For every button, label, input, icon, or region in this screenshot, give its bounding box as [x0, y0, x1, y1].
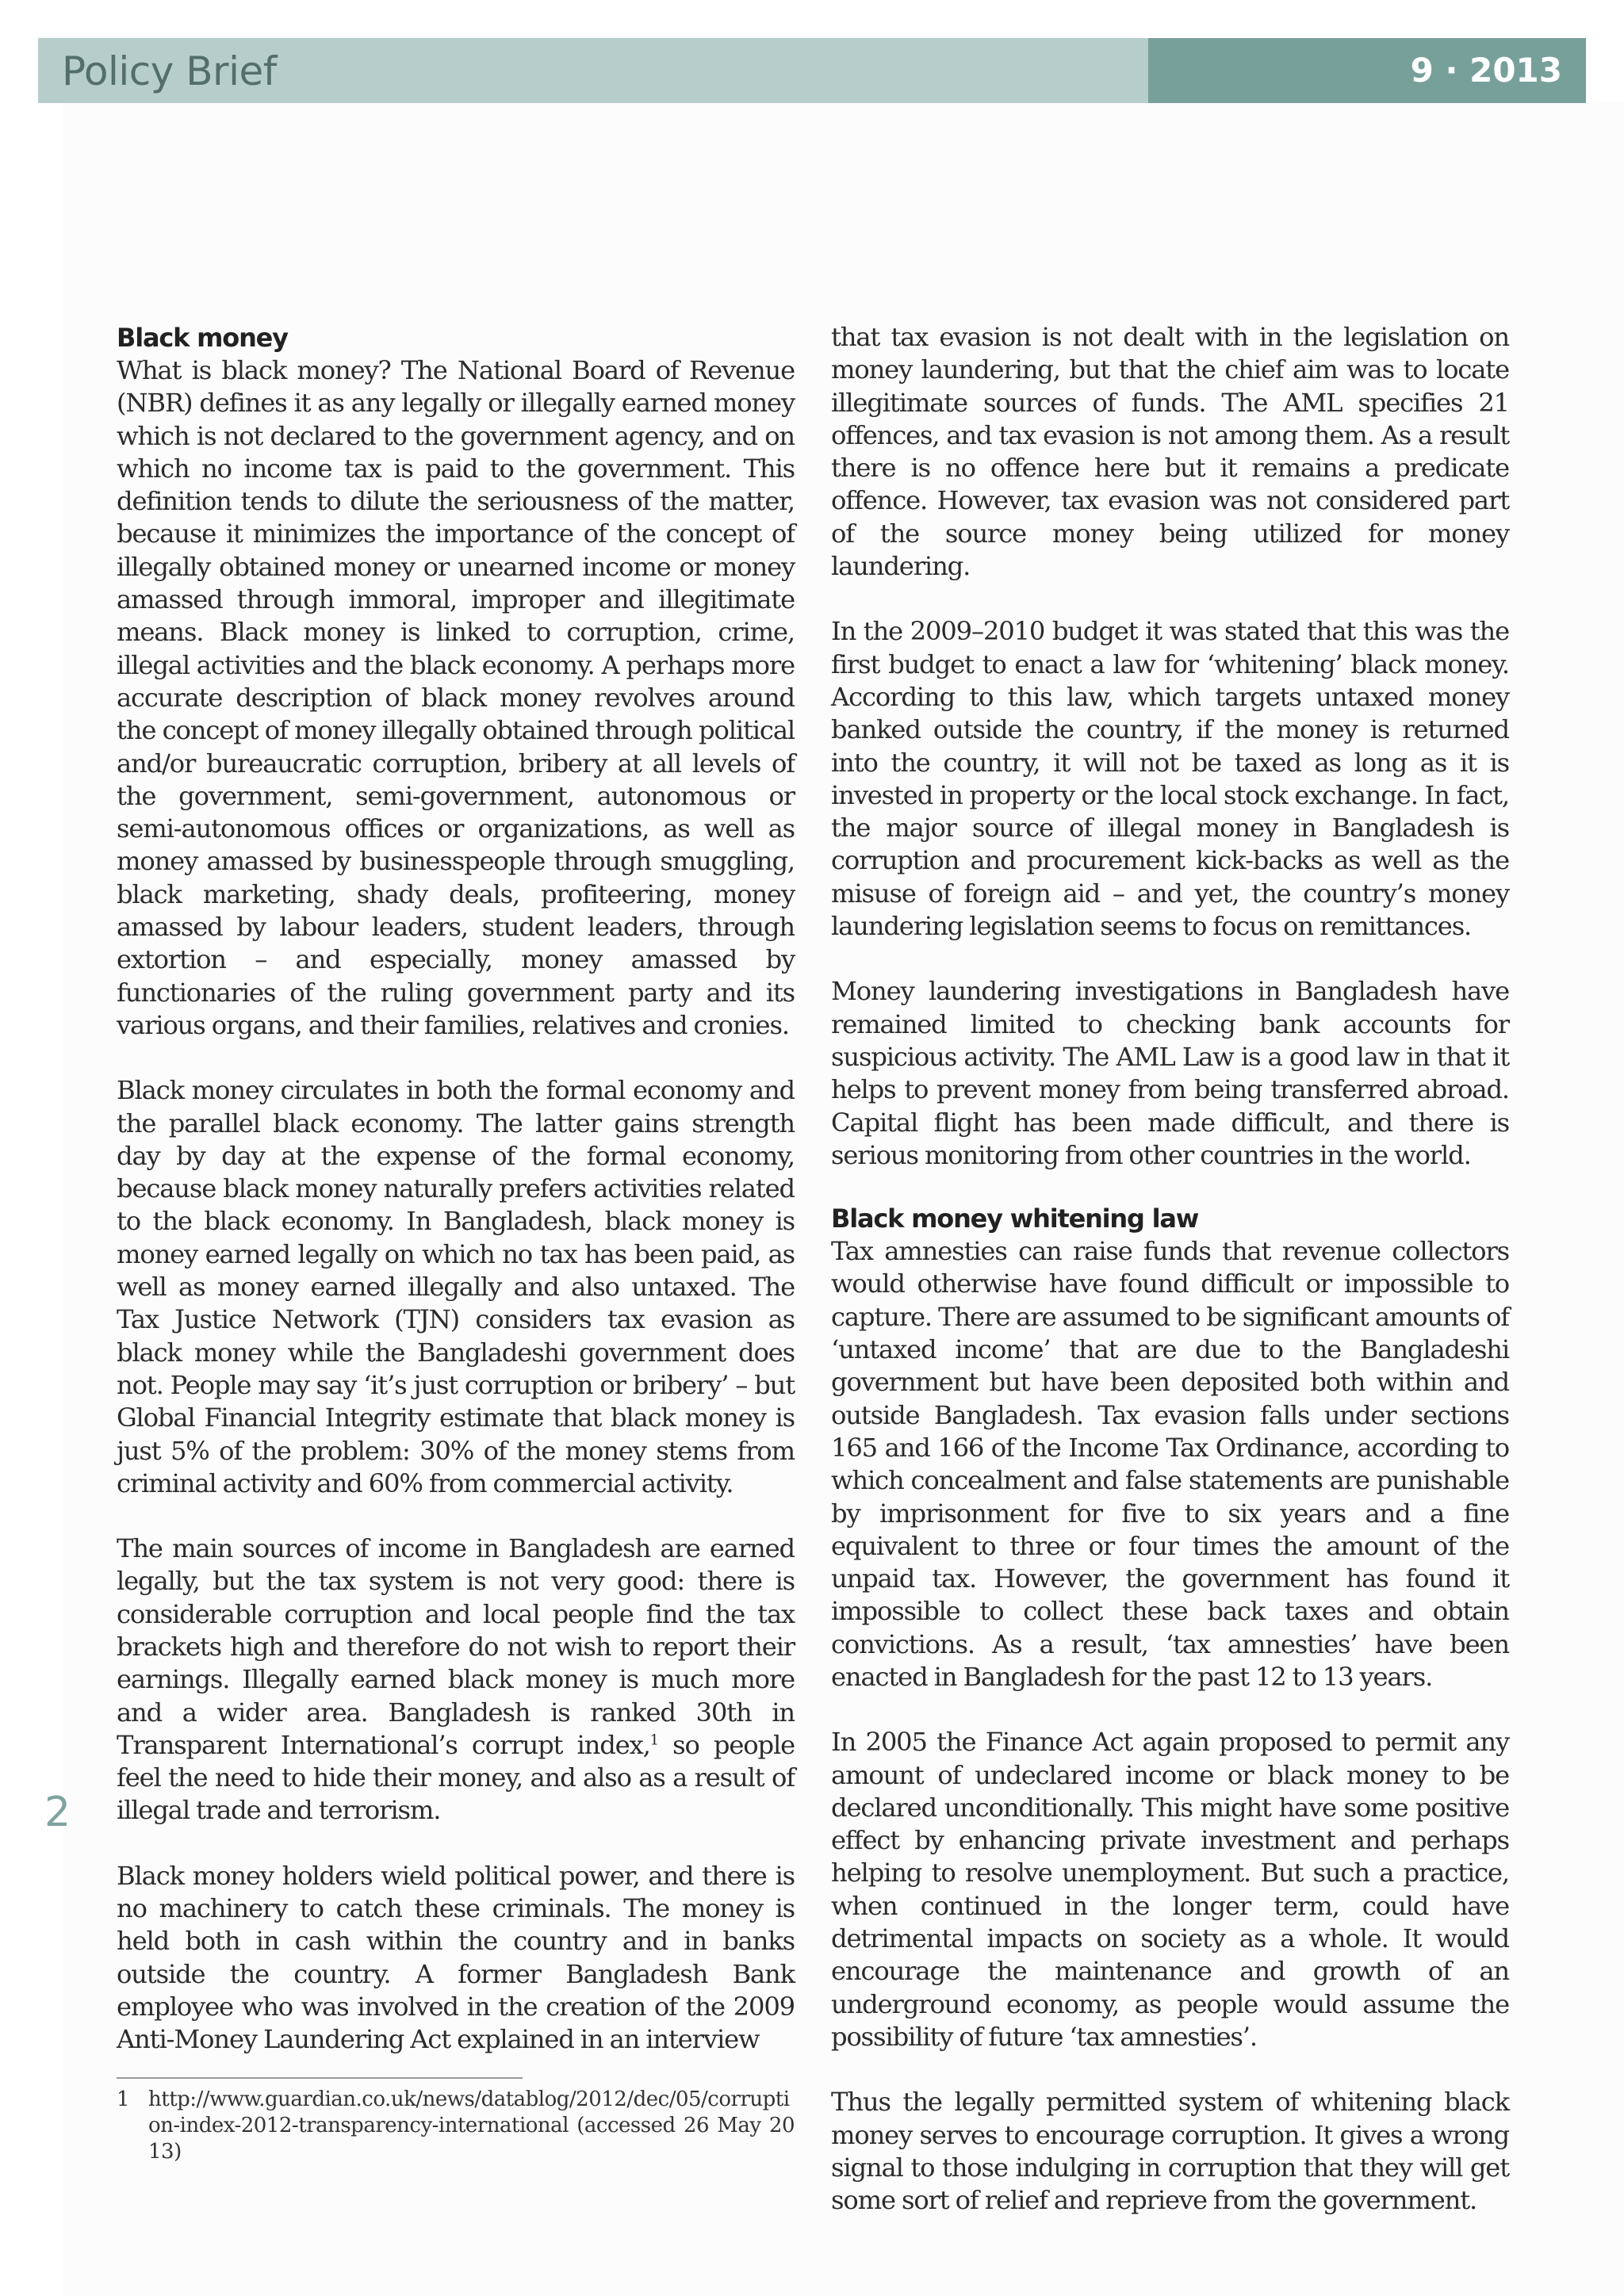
footnote: [117, 2087, 795, 2165]
footnote-marker: 1: [649, 1732, 658, 1749]
section-heading-black-money: Black money: [117, 323, 288, 353]
issue-box: [1148, 38, 1586, 103]
issue-number: 9 · 2013: [1410, 51, 1562, 90]
paragraph-text: The main sources of income in Bangladesh are earned legally, but the tax system is not very good: there is considerable corruption and local people find the tax brackets high and therefore do not wish to report their earnings. Illegally earned black money is much more and a wider area. Bangladesh is ranked 30th in Transparent International’s corrupt index,: [117, 1533, 795, 1760]
paragraph: Black money circulates in both the formal economy and the parallel black economy. The latter gains strength day by day at the expense of the formal economy, because black money naturally prefers activities related to the black economy. In Bangladesh, black money is money earned legally on which no tax has been paid, as well as money earned illegally and also untaxed. The Tax Justice Network (TJN) considers tax evasion as black money while the Bangladeshi government does not. People may say ‘it’s just corruption or bribery’ – but Global Financial Integrity estimate that black money is just 5% of the problem: 30% of the money stems from criminal activity and 60% from commercial activity.: [117, 1075, 795, 1498]
footnote-number: 1: [117, 2087, 130, 2111]
right-column: [831, 321, 1509, 2217]
section-heading-whitening-law: Black money whitening law: [831, 1203, 1199, 1234]
paragraph: Thus the legally permitted system of whitening black money serves to encourage corruption. It gives a wrong signal to those indulging in corruption that they will get some sort of relief and reprieve from the government.: [831, 2087, 1509, 2216]
left-column: [117, 321, 795, 2057]
publication-title: Policy Brief: [62, 48, 277, 94]
footnote-text: http://www.guardian.co.uk/news/datablog/2012/dec/05/corruption-index-2012-transparency-international (accessed 26 May 2013): [148, 2087, 795, 2164]
paragraph: that tax evasion is not dealt with in the legislation on money laundering, but that the chief aim was to locate illegitimate sources of funds. The AML specifies 21 offences, and tax evasion is not among them. As a result there is no offence here but it remains a predicate offence. However, tax evasion was not considered part of the source money being utilized for money laundering.: [831, 322, 1509, 582]
paragraph: Money laundering investigations in Bangladesh have remained limited to checking bank accounts for suspicious activity. The AML Law is a good law in that it helps to prevent money from being transferred abroad. Capital flight has been made difficult, and there is serious monitoring from other countries in the world.: [831, 976, 1509, 1170]
footnote-divider: [117, 2077, 523, 2079]
paragraph: What is black money? The National Board of Revenue (NBR) defines it as any legally or illegally earned money which is not declared to the government agency, and on which no income tax is paid to the government. This definition tends to dilute the seriousness of the matter, because it minimizes the importance of the concept of illegally obtained money or unearned income or money amassed through immoral, improper and illegitimate means. Black money is linked to corruption, crime, illegal activities and the black economy. A perhaps more accurate description of black money revolves around the concept of money illegally obtained through political and/or bureaucratic corruption, bribery at all levels of the government, semi-government, autonomous or semi-autonomous offices or organizations, as well as money amassed by businesspeople through smuggling, black marketing, shady deals, profiteering, money amassed by labour leaders, student leaders, through extortion – and especially, money amassed by functionaries of the ruling government party and its various organs, and their families, relatives and cronies.: [117, 355, 795, 1040]
paragraph-with-footnote: [117, 1533, 795, 1827]
paragraph: Tax amnesties can raise funds that revenue collectors would otherwise have found difficult or impossible to capture. There are assumed to be significant amounts of ‘untaxed income’ that are due to the Bangladeshi government but have been deposited both within and outside Bangladesh. Tax evasion falls under sections 165 and 166 of the Income Tax Ordinance, according to which concealment and false statements are punishable by imprisonment for five to six years and a fine equivalent to three or four times the amount of the unpaid tax. However, the government has found it impossible to collect these back taxes and obtain convictions. As a result, ‘tax amnesties’ have been enacted in Bangladesh for the past 12 to 13 years.: [831, 1236, 1509, 1692]
paragraph: Black money holders wield political power, and there is no machinery to catch these criminals. The money is held both in cash within the country and in banks outside the country. A former Bangladesh Bank employee who was involved in the creation of the 2009 Anti-Money Laundering Act explained in an interview: [117, 1860, 795, 2055]
page-number: 2: [44, 1789, 71, 1836]
spacer: [831, 1172, 1509, 1202]
paragraph: In 2005 the Finance Act again proposed to permit any amount of undeclared income or black money to be declared unconditionally. This might have some positive effect by enhancing private investment and perhaps helping to resolve unemployment. But such a practice, when continued in the longer term, could have detrimental impacts on society as a whole. It would encourage the maintenance and growth of an underground economy, as people would assume the possibility of future ‘tax amnesties’.: [831, 1727, 1509, 2052]
header-bar: [38, 38, 1586, 103]
paragraph: In the 2009–2010 budget it was stated that this was the first budget to enact a law for ‘whitening’ black money. According to this law, which targets untaxed money banked outside the country, if the money is returned into the country, it will not be taxed as long as it is invested in property or the local stock exchange. In fact, the major source of illegal money in Bangladesh is corruption and procurement kick-backs as well as the misuse of foreign aid – and yet, the country’s money laundering legislation seems to focus on remittances.: [831, 616, 1509, 942]
paragraph-text: so people feel the need to hide their money, and also as a result of illegal trade and terrorism.: [117, 1729, 795, 1826]
